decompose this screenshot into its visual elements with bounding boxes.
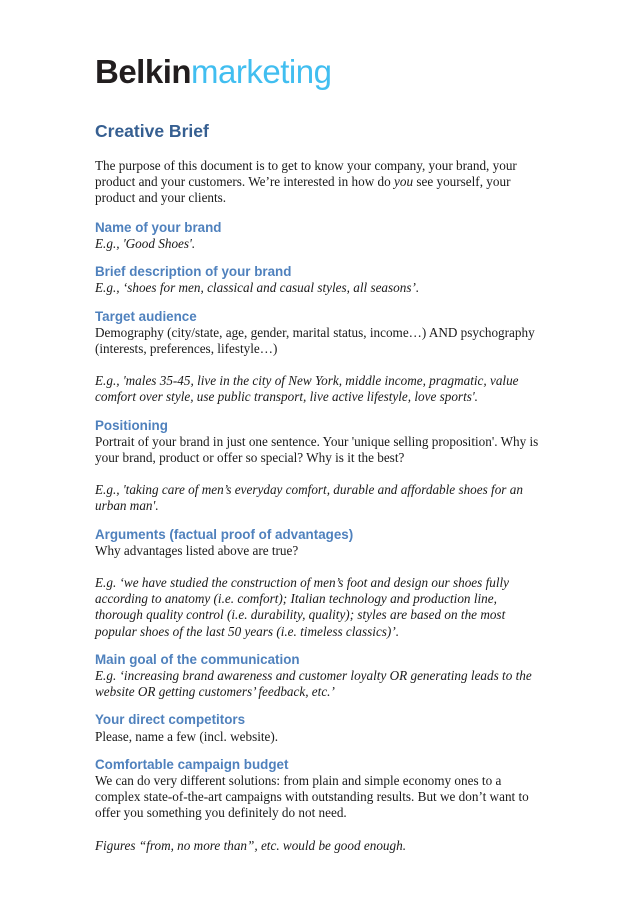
company-logo — [95, 55, 541, 88]
section — [95, 652, 541, 701]
body-paragraph: Please, name a few (incl. website). — [95, 728, 279, 744]
body-paragraph: Why advantages listed above are true? — [95, 542, 299, 558]
logo-brand-text: Belkin — [95, 53, 192, 90]
sections-container — [95, 220, 541, 854]
logo-suffix-text: marketing — [191, 53, 332, 90]
section-heading: Main goal of the communication — [95, 651, 300, 667]
section-heading: Positioning — [95, 417, 168, 433]
example-paragraph: E.g., 'taking care of men’s everyday comfort, durable and affordable shoes for an urban man'. — [95, 482, 523, 514]
intro-run: you — [394, 174, 414, 190]
example-paragraph: E.g., 'Good Shoes'. — [95, 236, 196, 251]
intro-paragraph — [95, 158, 541, 207]
section-heading: Name of your brand — [95, 219, 222, 235]
section — [95, 264, 541, 296]
section — [95, 757, 541, 854]
example-paragraph: E.g. ‘we have studied the construction of men’s foot and design our shoes fully according to anatomy (i.e. comfort); Italian technology and production line, thorough quality control (i.e. durability, quality); styles are based on the most popular shoes of the last 50 years (i.e. timeless classics)’. — [95, 575, 510, 639]
section-heading: Arguments (factual proof of advantages) — [95, 526, 354, 542]
body-paragraph: We can do very different solutions: from plain and simple economy ones to a complex state-of-the-art campaigns with outstanding results. But we don’t want to offer you something you definitely do not need. — [95, 773, 529, 821]
example-paragraph: Figures “from, no more than”, etc. would be good enough. — [95, 837, 406, 853]
section — [95, 712, 541, 744]
body-paragraph: Portrait of your brand in just one sentence. Your 'unique selling proposition'. Why is your brand, product or offer so special? Why is it the best? — [95, 433, 539, 466]
example-paragraph: E.g. ‘increasing brand awareness and customer loyalty OR generating leads to the website OR getting customers’ feedback, etc.’ — [95, 668, 532, 700]
section — [95, 309, 541, 406]
intro-run: see yourself, your product and your clients. — [95, 174, 511, 206]
section-heading: Target audience — [95, 308, 197, 324]
document-title: Creative Brief — [95, 121, 209, 141]
body-paragraph: Demography (city/state, age, gender, marital status, income…) AND psychography (interests, preferences, lifestyle…) — [95, 324, 535, 357]
section-heading: Your direct competitors — [95, 712, 246, 728]
intro-run: The purpose of this document is to get to know your company, your brand, your product and your customers. We’re interested in how do — [95, 158, 517, 190]
section — [95, 418, 541, 515]
example-paragraph: E.g., ‘shoes for men, classical and casual styles, all seasons’. — [95, 280, 420, 296]
example-paragraph: E.g., 'males 35-45, live in the city of New York, middle income, pragmatic, value comfort over style, use public transport, live active lifestyle, love sports'. — [95, 373, 519, 405]
section-heading: Brief description of your brand — [95, 264, 292, 280]
section-heading: Comfortable campaign budget — [95, 756, 289, 772]
section — [95, 527, 541, 640]
section — [95, 220, 541, 252]
